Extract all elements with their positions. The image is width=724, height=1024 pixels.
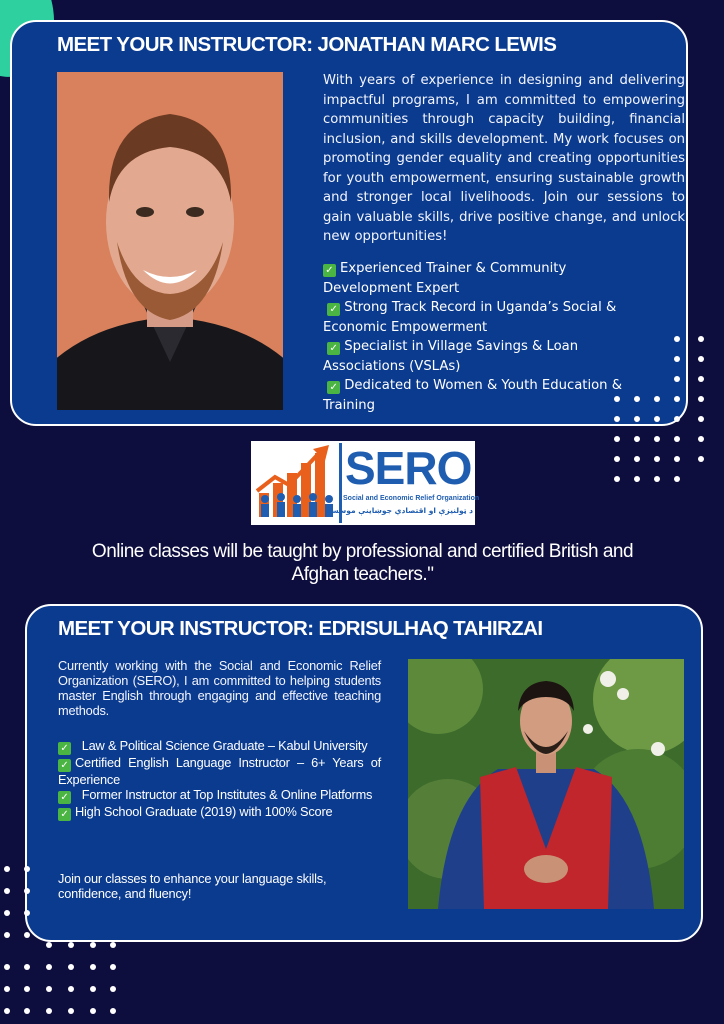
decorative-dot-grid-bottom (0, 866, 120, 1024)
instructor-credentials-list (323, 259, 653, 415)
check-icon: ✓ (323, 264, 336, 277)
closing-text: Join our classes to enhance your language skills, confidence, and fluency! (58, 871, 327, 901)
credential-item: ✓ Specialist in Village Savings & Loan Associations (VSLAs) (323, 339, 579, 374)
decorative-dot-grid (614, 336, 724, 486)
check-icon: ✓ (327, 303, 340, 316)
credential-item: ✓ Strong Track Record in Uganda’s Social & Economic Empowerment (323, 300, 617, 335)
tagline: Online classes will be taught by professional and certified British and Afghan teachers." (91, 541, 634, 585)
check-icon: ✓ (58, 759, 71, 772)
instructor-photo-jonathan (57, 72, 283, 410)
logo-title: SERO (345, 442, 472, 494)
credential-item: ✓ Experienced Trainer & Community Development Expert (323, 261, 567, 296)
instructor-heading: MEET YOUR INSTRUCTOR: EDRISULHAQ TAHIRZAI (58, 617, 543, 640)
instructor-bio: With years of experience in designing and delivering impactful programs, I am committed to empowering communities through capacity building, financial inclusion, and skills development. My work focuses on promoting gender equality and creating opportunities for youth empowerment, ensuring sustainable growth and stronger local livelihoods. Join our sessions to gain valuable skills, drive positive change, and unlock new opportunities! (323, 73, 685, 244)
check-icon: ✓ (58, 808, 71, 821)
instructor-heading: MEET YOUR INSTRUCTOR: JONATHAN MARC LEWIS (57, 33, 557, 56)
instructor-card-jonathan (10, 20, 688, 426)
logo-subtitle: Social and Economic Relief Organization (343, 495, 480, 502)
sero-logo (251, 441, 480, 525)
instructor-photo-edrisulhaq (408, 659, 684, 909)
check-icon: ✓ (58, 791, 71, 804)
credential-item: ✓ Dedicated to Women & Youth Education & Training (323, 378, 623, 413)
check-icon: ✓ (327, 342, 340, 355)
instructor-card-edrisulhaq (25, 604, 703, 942)
credential-item: ✓ Law & Political Science Graduate – Kabul University (58, 738, 381, 755)
logo-subtitle-pashto: د ټولنیزې او اقتصادي جوښاینې موسسه (326, 506, 473, 515)
arrow-chart-icon (251, 441, 339, 525)
check-icon: ✓ (58, 742, 71, 755)
instructor-credentials-list (58, 738, 381, 821)
credential-item: ✓ Former Instructor at Top Institutes & Online Platforms (58, 787, 381, 804)
credential-item: ✓ High School Graduate (2019) with 100% Score (58, 804, 381, 821)
instructor-bio: Currently working with the Social and Economic Relief Organization (SERO), I am committed to helping students master English through engaging and effective teaching methods. (58, 658, 381, 718)
check-icon: ✓ (327, 381, 340, 394)
credential-item: ✓ Certified English Language Instructor – 6+ Years of Experience (58, 755, 381, 787)
